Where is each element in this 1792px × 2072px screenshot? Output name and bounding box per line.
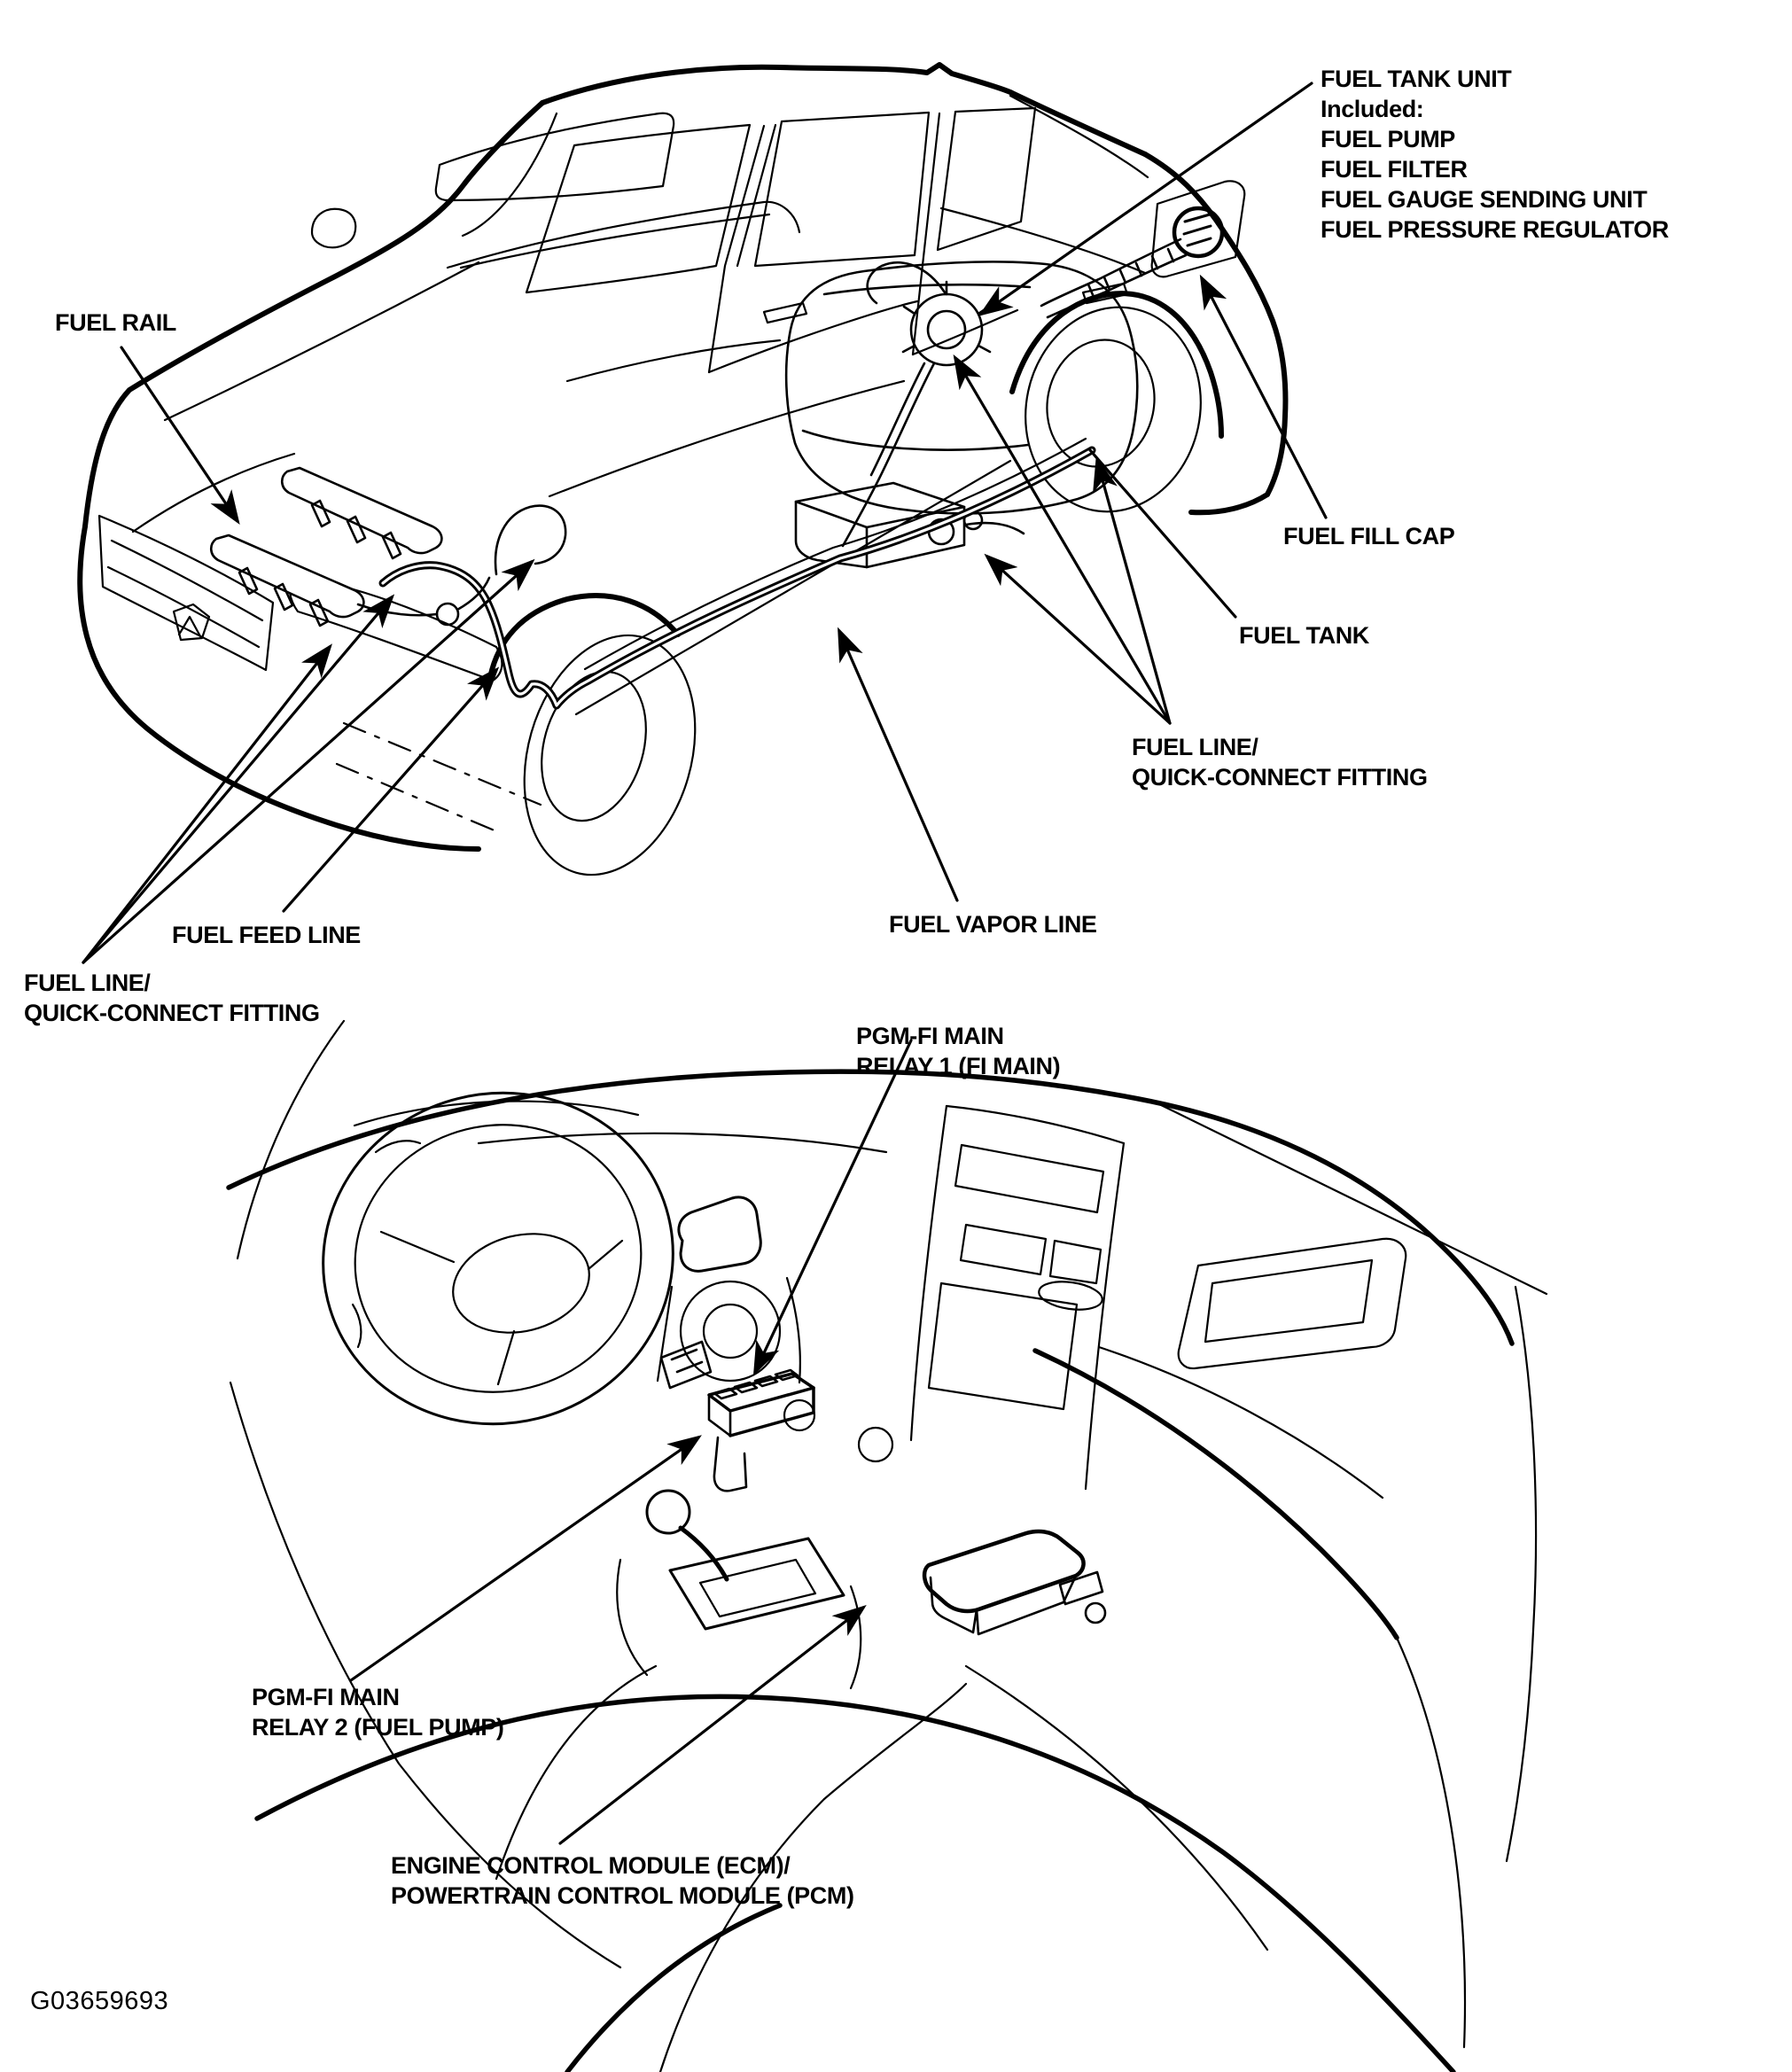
label-ecm-pcm bbox=[391, 1850, 854, 1911]
label-line: FUEL LINE/ bbox=[24, 970, 151, 996]
label-line: FUEL TANK bbox=[1239, 622, 1369, 649]
sunroof bbox=[436, 113, 674, 200]
car-body-outline bbox=[80, 65, 1285, 849]
label-line: FUEL PRESSURE REGULATOR bbox=[1321, 216, 1669, 243]
dashboard-outline bbox=[229, 1071, 1512, 2072]
label-line: FUEL FILTER bbox=[1321, 156, 1468, 183]
figure-id: G03659693 bbox=[30, 1987, 169, 2015]
label-pgm-fi-relay-1 bbox=[856, 1021, 1060, 1081]
label-fuel-fill-cap bbox=[1283, 521, 1454, 551]
label-line: RELAY 1 (FI MAIN) bbox=[856, 1053, 1061, 1079]
gear-shifter bbox=[617, 1491, 861, 1688]
car-cutaway-art bbox=[80, 65, 1326, 962]
relay-block bbox=[661, 1342, 814, 1491]
ignition-switch bbox=[658, 1197, 800, 1383]
leader-qcf-left-2 bbox=[83, 597, 392, 962]
leader-fuel-vapor-line bbox=[839, 631, 957, 900]
ecm-box bbox=[924, 1531, 1105, 1634]
leader-qcf-left-1 bbox=[83, 647, 330, 962]
leader-fuel-tank-unit bbox=[982, 83, 1312, 314]
car-body-details bbox=[133, 96, 1148, 831]
leader-relay-2 bbox=[351, 1437, 698, 1680]
steering-wheel bbox=[288, 1056, 708, 1461]
label-line: POWERTRAIN CONTROL MODULE (PCM) bbox=[391, 1882, 854, 1909]
label-line: RELAY 2 (FUEL PUMP) bbox=[252, 1714, 504, 1741]
leaders-top bbox=[83, 83, 1326, 962]
label-fuel-rail bbox=[55, 308, 176, 338]
label-line: QUICK-CONNECT FITTING bbox=[1132, 764, 1428, 791]
label-fuel-feed-line bbox=[172, 920, 361, 950]
leader-ecm bbox=[560, 1608, 863, 1843]
leader-relay-1 bbox=[755, 1040, 911, 1372]
fuel-lines-art bbox=[383, 439, 1092, 705]
label-line: PGM-FI MAIN bbox=[856, 1023, 1004, 1049]
center-stack bbox=[784, 1106, 1124, 1489]
wheels bbox=[498, 291, 1219, 895]
label-line: Included: bbox=[1321, 96, 1424, 122]
label-line: FUEL FILL CAP bbox=[1283, 523, 1455, 549]
leader-qcf-right-1 bbox=[955, 358, 1170, 723]
label-line: FUEL LINE/ bbox=[1132, 734, 1258, 760]
glovebox-tray bbox=[1179, 1239, 1406, 1368]
label-fuel-line-qcf-left bbox=[24, 968, 320, 1028]
label-line: FUEL FEED LINE bbox=[172, 922, 361, 948]
label-line: PGM-FI MAIN bbox=[252, 1684, 400, 1710]
canister-art bbox=[796, 483, 1024, 567]
side-mirror bbox=[312, 209, 355, 247]
leader-fuel-feed-line bbox=[284, 670, 496, 911]
label-line: FUEL RAIL bbox=[55, 309, 176, 336]
label-fuel-tank-unit bbox=[1321, 64, 1669, 245]
leader-fuel-rail bbox=[121, 347, 238, 521]
label-line: FUEL TANK UNIT bbox=[1321, 66, 1512, 92]
leader-qcf-left-3 bbox=[83, 562, 532, 962]
leader-fuel-tank bbox=[1090, 450, 1235, 617]
leader-fuel-fill-cap bbox=[1202, 278, 1326, 518]
label-line: QUICK-CONNECT FITTING bbox=[24, 1000, 320, 1026]
label-line: FUEL PUMP bbox=[1321, 126, 1455, 152]
leader-qcf-right-3 bbox=[987, 557, 1170, 723]
fuel-pump-unit-art bbox=[843, 262, 990, 546]
label-line: FUEL GAUGE SENDING UNIT bbox=[1321, 186, 1648, 213]
label-fuel-line-qcf-right bbox=[1132, 732, 1428, 792]
label-line: FUEL VAPOR LINE bbox=[889, 911, 1097, 938]
label-fuel-vapor-line bbox=[889, 909, 1097, 939]
label-fuel-tank bbox=[1239, 620, 1369, 650]
interior-art bbox=[229, 1021, 1547, 2072]
label-pgm-fi-relay-2 bbox=[252, 1682, 503, 1742]
label-line: ENGINE CONTROL MODULE (ECM)/ bbox=[391, 1852, 791, 1879]
interior-details bbox=[230, 1021, 1547, 2072]
